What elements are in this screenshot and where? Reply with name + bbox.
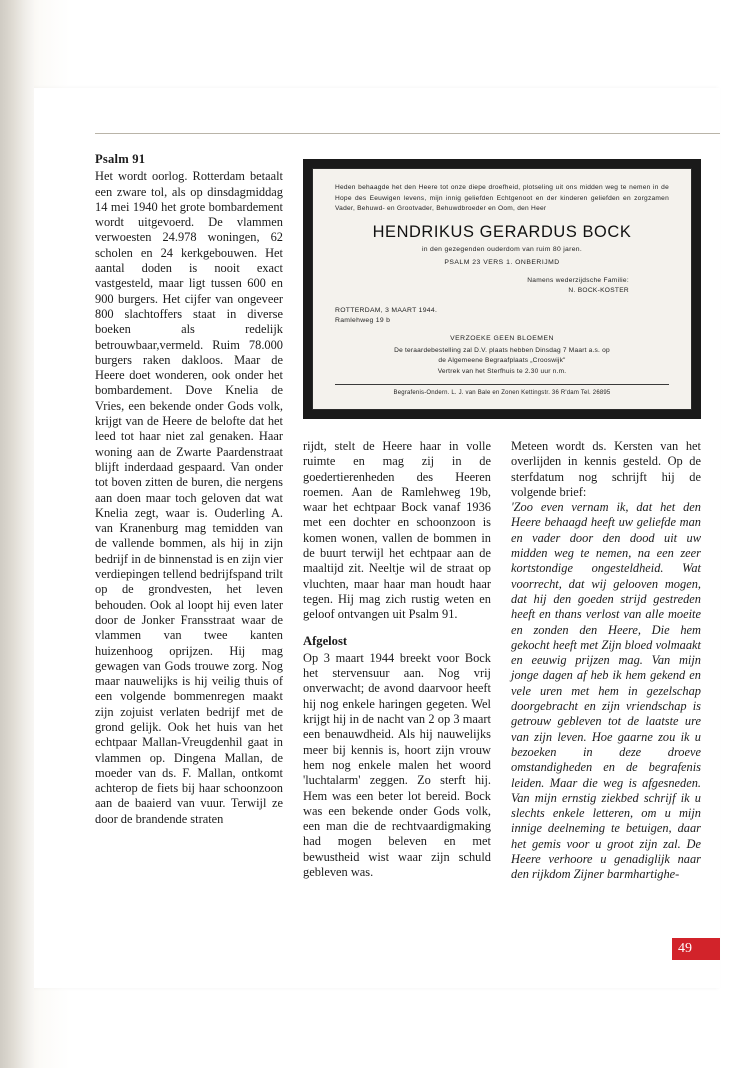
column-middle-body-2: Op 3 maart 1944 breekt voor Bock het stervensuur aan. Nog vrij onverwacht; de avond daarvoor heeft hij nog enkele haringen gegeten. Wel krijgt hij in de nacht van 2 op 3 maart een benauwdheid. Als hij nauwelijks meer bij kennis is, hoort zijn vrouw hem nog enkele malen het woord 'luchtalarm' zeggen. Zo sterft hij. Hem was een beter lot bereid. Bock was een bekende onder Gods volk, een man die de rechtvaardigmaking had mogen beleven en met bewustheid wist waar zijn schuld gebleven was.	[303, 650, 491, 880]
obituary-divider	[335, 384, 669, 385]
book-gutter-shadow	[0, 0, 34, 1068]
obituary-burial-line2: de Algemeene Begraafplaats „Crooswijk"	[438, 356, 566, 364]
header-rule	[95, 133, 720, 134]
column-right-letter-quote: 'Zoo even vernam ik, dat het den Heere behaagd heeft uw geliefde man en vader door den dood uit uw midden weg te nemen, na een zeer kortstondige ongesteldheid. Wat voorrecht, dat wij gelooven mogen, dat hij den goeden strijd gestreden heeft en thans verlost van alle moeite en zonden den Heere, Die hem gekocht heeft met Zijn bloed volmaakt en eeuwig prijzen mag. Van mijn jonge dagen af heb ik hem gekend en vele uren met hem in gezelschap doorgebracht en zijn vriendschap is getrouw gebleven tot de laatste ure van zijn leven. Hoe gaarne zou ik u bezoeken in deze droeve omstandigheden en de begrafenis leiden. Maar die weg is afgesneden. Van mijn ernstig ziekbed schrijf ik u slechts enkele letteren, om u mijn innige deelneming te betuigen, daar het gemis voor u groot zijn zal. De Heere verhoore u genadiglijk naar den rijkdom Zijner barmhartighe-	[511, 500, 701, 882]
obituary-family-block	[335, 276, 669, 296]
obituary-card-frame	[303, 159, 701, 419]
column-right-body: Meteen wordt ds. Kersten van het overlijden in kennis gesteld. Op de sterfdatum nog schrijft hij de volgende brief:	[511, 439, 701, 499]
obituary-place-block	[335, 306, 669, 326]
obituary-no-flowers-notice: VERZOEKE GEEN BLOEMEN	[450, 334, 554, 342]
text-column-middle	[303, 439, 491, 880]
obituary-place-line1: ROTTERDAM, 3 MAART 1944.	[335, 306, 438, 314]
text-column-right	[511, 439, 701, 883]
column-left-body: Het wordt oorlog. Rotterdam betaalt een zware tol, als op dinsdagmiddag 14 mei 1940 het grote bombardement wordt uitgevoerd. De vlammen verwoesten 24.978 woningen, 62 scholen en 24 kerkgebouwen. Het aantal doden is nooit exact vastgesteld, maar ligt tussen 600 en 900 burgers. Het cijfer van ongeveer 800 slachtoffers staat in diverse boeken als redelijk betrouwbaar,vermeld. Ruim 78.000 burgers raken dakloos. Maar de Heere doet wonderen, ook onder het bombardement. Dove Knelia de Vries, een bekende onder Gods volk, krijgt van de Heere de belofte dat het leed tot haar niet zal genaken. Haar woning aan de Zwarte Paardenstraat blijft inderdaad gespaard. Van onder tot boven zitten de buren, die nergens aan doen maar toch geloven dat wat Knelia zegt, waar is. Ouderling A. van Kranenburg mag temidden van de vallende bommen, als hij in zijn bedrijf in de binnenstad is en zijn vier verdiepingen tellend bedrijfspand trilt op de grondvesten, het leven behouden. Ook al loopt hij even later door de Jonker Fransstraat waar de vlammen van twee kanten huizenhoog oprijzen. Hij mag gewagen van Gods trouwe zorg. Nog maar nauwelijks is hij veilig thuis of een volgende bommenregen maakt zijn zojuist verlaten bedrijf met de grond gelijk. Ook het huis van het echtpaar Mallan-Vreugdenhil gaat in vlammen op. Dingena Mallan, de moeder van ds. F. Mallan, ontkomt achterop de fiets bij haar schoonzoon aan de baaierd van vuur. Terwijl ze door de brandende straten	[95, 169, 283, 826]
obituary-deceased-name: HENDRIKUS GERARDUS BOCK	[372, 222, 632, 241]
section-heading-psalm-91: Psalm 91	[95, 152, 146, 166]
obituary-family-name: N. BOCK-KOSTER	[568, 286, 629, 294]
obituary-burial-line1: De teraardebestelling zal D.V. plaats hebben Dinsdag 7 Maart a.s. op	[394, 346, 610, 354]
column-middle-body: rijdt, stelt de Heere haar in volle ruimte en mag zij in de goedertierenheden des Heeren roemen. Aan de Ramlehweg 19b, waar het echtpaar Bock vanaf 1936 met een dochter en schoonzoon is komen wonen, vallen de bommen in de buurt terwijl het echtpaar aan de maaltijd zit. Neeltje wil de straat op vluchten, maar haar man houdt haar tegen. Hij mag zich rustig weten en geloof ontvangen uit Psalm 91.	[303, 439, 491, 622]
obituary-place-line2: Ramlehweg 19 b	[335, 316, 391, 324]
obituary-family-label: Namens wederzijdsche Familie:	[527, 276, 629, 284]
obituary-psalm-reference: PSALM 23 VERS 1. ONBERIJMD	[444, 258, 560, 266]
obituary-age-line: in den gezegenden ouderdom van ruim 80 jaren.	[421, 245, 583, 253]
obituary-burial-block	[335, 346, 669, 366]
section-heading-afgelost: Afgelost	[303, 633, 348, 648]
text-column-left	[95, 152, 283, 827]
obituary-departure-line: Vertrek van het Sterfhuis te 2.30 uur n.m.	[437, 367, 567, 375]
obituary-card	[312, 168, 692, 410]
obituary-intro-text: Heden behaagde het den Heere tot onze diepe droefheid, plotseling uit ons midden weg te nemen in de Hope des Eeuwigen levens, mijn innig geliefden Echtgenoot en der kinderen geliefden en zorgzamen Vader, Behuwd- en Grootvader, Behuwdbroeder en Oom, den Heer	[335, 184, 669, 213]
page-number: 49	[672, 938, 720, 960]
obituary-undertaker-line: Begrafenis-Ondern. L. J. van Bale en Zonen Kettingstr. 36 R'dam Tel. 26895	[393, 389, 611, 396]
